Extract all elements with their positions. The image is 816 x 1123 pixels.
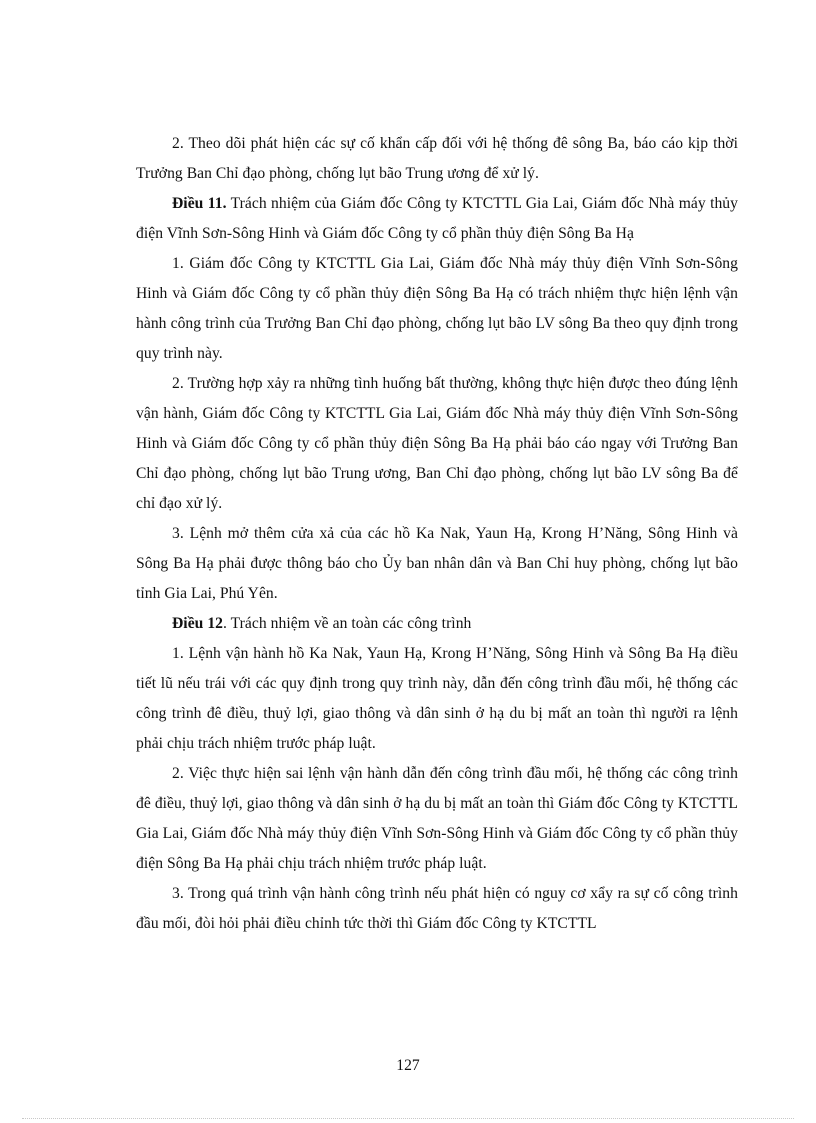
article-11-heading: Điều 11.: [172, 195, 227, 212]
paragraph-9: 3. Trong quá trình vận hành công trình nếu phát hiện có nguy cơ xẩy ra sự cố công trình đầu mối, đòi hỏi phải điều chỉnh tức thời thì Giám đốc Công ty KTCTTL: [136, 885, 738, 932]
paragraph-article-12: Điều 12. Trách nhiệm về an toàn các công trình: [172, 615, 472, 632]
paragraph-4: 2. Trường hợp xảy ra những tình huống bất thường, không thực hiện được theo đúng lệnh vận hành, Giám đốc Công ty KTCTTL Gia Lai, Giám đốc Nhà máy thủy điện Vĩnh Sơn-Sông Hinh và Giám đốc Công ty cổ phần thủy điện Sông Ba Hạ phải báo cáo ngay với Trưởng Ban Chỉ đạo phòng, chống lụt bão Trung ương, Ban Chỉ đạo phòng, chống lụt bão LV sông Ba để chỉ đạo xử lý.: [136, 375, 738, 512]
page-bottom-divider: [22, 1118, 794, 1119]
page-number: 127: [396, 1057, 420, 1074]
paragraph-8: 2. Việc thực hiện sai lệnh vận hành dẫn đến công trình đầu mối, hệ thống các công trình đê điều, thuỷ lợi, giao thông và dân sinh ở hạ du bị mất an toàn thì Giám đốc Công ty KTCTTL Gia Lai, Giám đốc Nhà máy thủy điện Vĩnh Sơn-Sông Hinh và Giám đốc Công ty cổ phần thủy điện Sông Ba Hạ phải chịu trách nhiệm trước pháp luật.: [136, 765, 738, 872]
article-12-heading: Điều 12: [172, 615, 224, 632]
paragraph-3: 1. Giám đốc Công ty KTCTTL Gia Lai, Giám đốc Nhà máy thủy điện Vĩnh Sơn-Sông Hinh và Giám đốc Công ty cổ phần thủy điện Sông Ba Hạ có trách nhiệm thực hiện lệnh vận hành công trình của Trưởng Ban Chỉ đạo phòng, chống lụt bão LV sông Ba theo quy định trong quy trình này.: [136, 255, 738, 362]
document-page: [136, 129, 738, 939]
paragraph-5: 3. Lệnh mở thêm cửa xả của các hồ Ka Nak, Yaun Hạ, Krong H’Năng, Sông Hinh và Sông Ba Hạ phải được thông báo cho Ủy ban nhân dân và Ban Chỉ huy phòng, chống lụt bão tỉnh Gia Lai, Phú Yên.: [136, 525, 738, 602]
paragraph-7: 1. Lệnh vận hành hồ Ka Nak, Yaun Hạ, Krong H’Năng, Sông Hinh và Sông Ba Hạ điều tiết lũ nếu trái với các quy định trong quy trình này, dẫn đến công trình đầu mối, hệ thống các công trình đê điều, thuỷ lợi, giao thông và dân sinh ở hạ du bị mất an toàn thì người ra lệnh phải chịu trách nhiệm trước pháp luật.: [136, 645, 738, 752]
paragraph-article-11: Điều 11. Trách nhiệm của Giám đốc Công ty KTCTTL Gia Lai, Giám đốc Nhà máy thủy điện Vĩnh Sơn-Sông Hinh và Giám đốc Công ty cổ phần thủy điện Sông Ba Hạ: [136, 195, 738, 242]
paragraph-1: 2. Theo dõi phát hiện các sự cố khẩn cấp đối với hệ thống đê sông Ba, báo cáo kịp thời Trưởng Ban Chỉ đạo phòng, chống lụt bão Trung ương để xử lý.: [136, 135, 738, 182]
